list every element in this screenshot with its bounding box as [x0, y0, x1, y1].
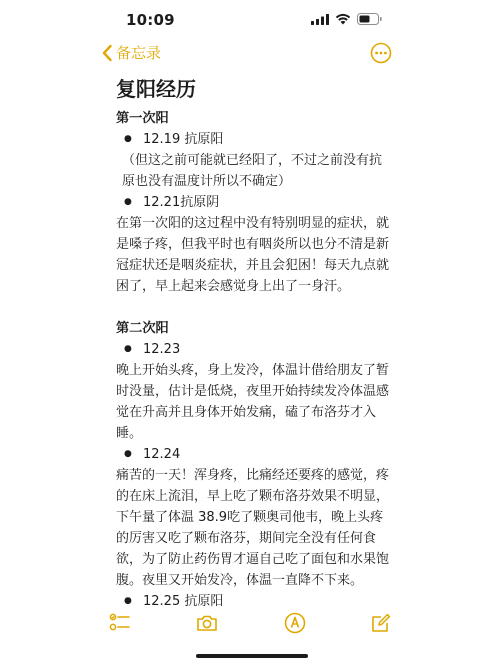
list-item: [116, 192, 392, 213]
section-heading-first: 第一次阳: [116, 111, 169, 126]
section-heading-second: 第二次阳: [116, 321, 169, 336]
compose-icon[interactable]: [370, 612, 392, 634]
note-body[interactable]: [116, 74, 392, 612]
list-item: [116, 444, 392, 465]
bullet-icon: ●: [124, 134, 132, 144]
list-item-text: 12.25 抗原阳: [143, 594, 224, 609]
back-button[interactable]: [101, 42, 161, 63]
list-item-text: 12.21抗原阴: [143, 195, 220, 210]
blank-line: [116, 297, 392, 318]
nav-bar: [0, 38, 500, 72]
bullet-icon: ●: [124, 197, 132, 207]
status-time: 10:09: [126, 11, 175, 29]
paragraph: 晚上开始头疼，身上发冷，体温计借给朋友了暂时没量，估计是低烧，夜里开始持续发冷体温感觉在升高并且身体开始发痛，磕了布洛芬才入睡。: [116, 363, 390, 441]
more-options-icon[interactable]: [370, 42, 392, 64]
status-icons: [311, 13, 382, 25]
bullet-icon: ●: [124, 449, 132, 459]
paragraph: （但这之前可能就已经阳了，不过之前没有抗原也没有温度计所以不确定）: [122, 153, 383, 189]
battery-icon: [357, 13, 382, 25]
bullet-icon: ●: [124, 596, 132, 606]
paragraph: 在第一次阳的这过程中没有特别明显的症状，就是嗓子疼，但我平时也有咽炎所以也分不清是新冠症状还是咽炎症状，并且会犯困！每天九点就困了，早上起来会感觉身上出了一身汗。: [116, 216, 390, 294]
list-item: [116, 339, 392, 360]
markup-pen-icon[interactable]: [284, 612, 306, 634]
cellular-signal-icon: [311, 14, 329, 25]
list-item-text: 12.19 抗原阳: [143, 132, 224, 147]
list-item-text: 12.23: [143, 342, 181, 357]
chevron-left-icon: [101, 44, 113, 62]
status-bar: [0, 0, 500, 38]
camera-icon[interactable]: [196, 612, 218, 634]
paragraph: 痛苦的一天！浑身疼，比痛经还要疼的感觉，疼的在床上流泪，早上吃了颗布洛芬效果不明显，下午量了体温 38.9吃了颗奥司他韦，晚上头疼的厉害又吃了颗布洛芬，期间完全没有任何食欲，为了防止药伤胃才逼自己吃了面包和水果饱腹。夜里又开始发冷，体温一直降不下来。: [116, 468, 390, 588]
note-title: 复阳经历: [116, 77, 196, 101]
back-label: 备忘录: [116, 44, 162, 62]
home-indicator[interactable]: [196, 654, 308, 658]
bottom-toolbar: [0, 608, 500, 640]
checklist-icon[interactable]: [109, 612, 131, 634]
bullet-icon: ●: [124, 344, 132, 354]
list-item-text: 12.24: [143, 447, 181, 462]
list-item: [116, 129, 392, 150]
wifi-icon: [335, 13, 351, 25]
